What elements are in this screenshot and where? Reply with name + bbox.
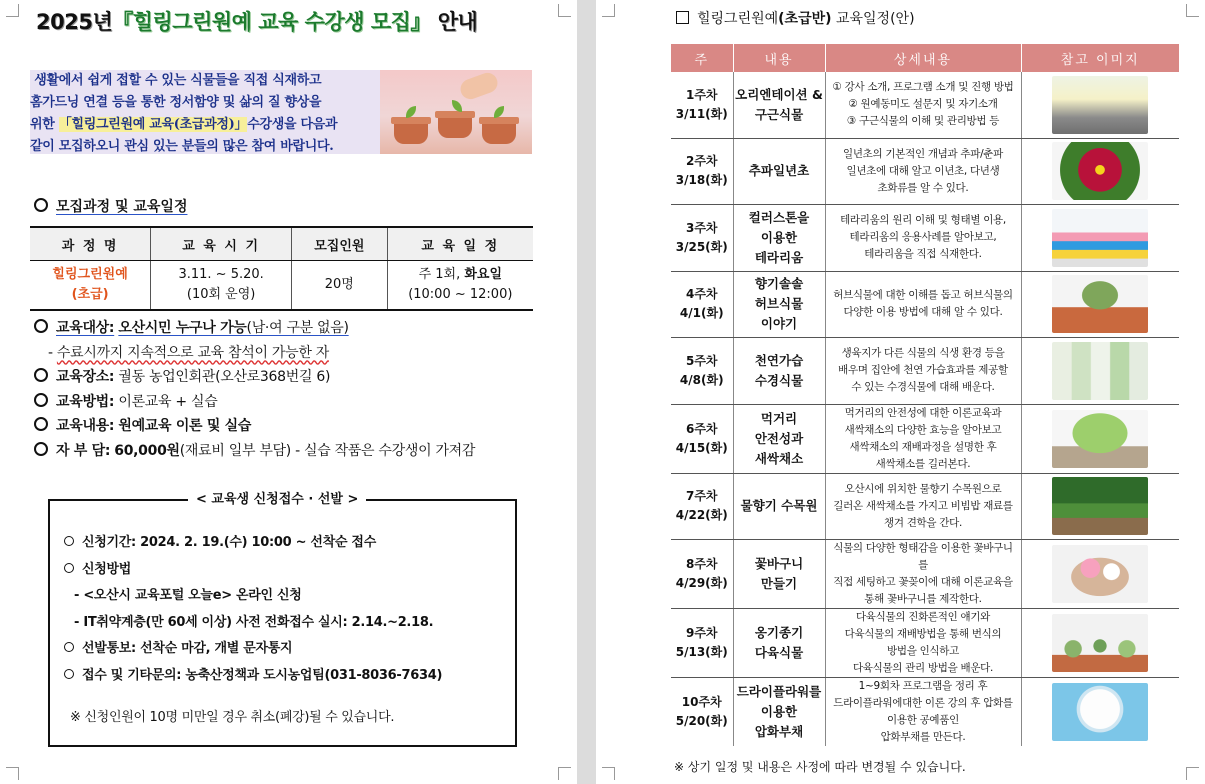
intro-line-3-pre: 위한 bbox=[30, 117, 59, 132]
content-value: 원예교육 이론 및 실습 bbox=[118, 418, 252, 434]
page-corner-mark bbox=[1186, 767, 1199, 780]
week-date: 4/29(화) bbox=[675, 576, 728, 590]
place-value: 궐동 농업인회관(오산로368번길 6) bbox=[118, 369, 331, 385]
detail-line: 테라리움의 응용사례를 알아보고, bbox=[849, 231, 997, 244]
info-fee bbox=[34, 439, 534, 464]
course-name: 힐링그린원예 bbox=[52, 267, 128, 282]
detail-line: 오산시에 위치한 물향기 수목원으로 bbox=[844, 482, 1002, 495]
title-program: 『힐링그린원예 교육 수강생 모집』 bbox=[112, 10, 431, 34]
intro-line bbox=[30, 114, 376, 136]
week-date: 4/15(화) bbox=[675, 440, 728, 455]
document-title bbox=[36, 6, 536, 36]
image-cell bbox=[1021, 473, 1179, 540]
arboretum-sign-photo bbox=[1052, 477, 1148, 535]
circle-bullet-icon bbox=[64, 536, 74, 546]
week-number: 5주차 bbox=[685, 353, 718, 368]
week-number: 9주차 bbox=[685, 626, 718, 640]
target-note: (남·여 구분 없음) bbox=[246, 320, 349, 336]
table-row bbox=[671, 404, 1179, 473]
image-cell bbox=[1021, 540, 1179, 609]
week-cell bbox=[671, 271, 733, 338]
detail-line: 일년초에 대해 알고 이년초, 다년생 bbox=[846, 164, 1000, 177]
fee-note: (재료비 일부 부담) - 실습 작품은 수강생이 가져감 bbox=[179, 442, 476, 459]
topic-cell bbox=[733, 404, 825, 473]
detail-line: 식물의 다양한 형태감을 이용한 꽃바구니를 bbox=[833, 542, 1013, 571]
apply-method bbox=[64, 557, 504, 584]
week-date: 3/11(화) bbox=[675, 106, 728, 121]
week-cell bbox=[671, 404, 733, 473]
apply-method-phone: - IT취약계층(만 60세 이상) 사전 전화접수 실시: 2.14.~2.18. bbox=[74, 614, 434, 630]
apply-period bbox=[64, 530, 504, 557]
topic-cell bbox=[733, 338, 825, 405]
intro-text bbox=[30, 70, 376, 158]
table-row bbox=[671, 473, 1179, 540]
period-dates: 3.11. ~ 5.20. bbox=[178, 267, 264, 282]
table-row bbox=[671, 540, 1179, 609]
circle-bullet-icon bbox=[34, 393, 48, 407]
week-cell bbox=[671, 338, 733, 405]
schedule-title-suffix: 교육일정(안) bbox=[831, 11, 915, 27]
fee-label: 자 부 담: bbox=[56, 442, 111, 459]
week-cell bbox=[671, 609, 733, 678]
detail-cell bbox=[825, 609, 1021, 678]
seedling-pots-photo bbox=[380, 70, 532, 154]
col-capacity: 모집인원 bbox=[292, 227, 388, 261]
table-row bbox=[671, 205, 1179, 272]
method-label: 교육방법: bbox=[56, 393, 115, 410]
detail-cell bbox=[825, 138, 1021, 205]
detail-line: 일년초의 기본적인 개념과 추파/춘파 bbox=[843, 147, 1003, 160]
course-name-cell bbox=[30, 261, 151, 311]
topic-name-line: 구근식물 bbox=[754, 106, 804, 122]
image-cell bbox=[1021, 678, 1179, 747]
detail-cell bbox=[825, 540, 1021, 609]
section-recruit-heading bbox=[34, 196, 187, 216]
detail-cell bbox=[825, 205, 1021, 272]
topic-name-line: 압화부채 bbox=[754, 724, 804, 739]
flower-basket-photo bbox=[1052, 545, 1148, 603]
schedule-weekly: 주 1회, bbox=[418, 267, 465, 282]
week-cell bbox=[671, 678, 733, 747]
page-corner-mark bbox=[6, 767, 19, 780]
detail-line: ② 원예동미도 설문지 및 자기소개 bbox=[848, 98, 998, 111]
topic-name-line: 먹거리 bbox=[760, 410, 798, 426]
page-corner-mark bbox=[602, 767, 615, 780]
image-cell bbox=[1021, 205, 1179, 272]
intro-highlight: 「힐링그린원예 교육(초급과정)」 bbox=[58, 117, 248, 132]
page-corner-mark bbox=[6, 4, 19, 17]
detail-line: 챙겨 견학을 간다. bbox=[883, 516, 962, 529]
topic-name-line: 새싹채소 bbox=[754, 450, 804, 466]
table-row bbox=[671, 338, 1179, 405]
detail-line: 새싹채소의 다양한 효능을 알아보고 bbox=[844, 423, 1002, 436]
table-row bbox=[671, 678, 1179, 747]
week-number: 3주차 bbox=[685, 220, 718, 235]
image-cell bbox=[1021, 271, 1179, 338]
detail-cell bbox=[825, 338, 1021, 405]
right-page bbox=[596, 0, 1205, 784]
circle-bullet-icon bbox=[34, 198, 48, 212]
recruit-table-header bbox=[30, 227, 533, 261]
section-recruit-label: 모집과정 및 교육일정 bbox=[56, 199, 188, 215]
apply-notice bbox=[64, 636, 504, 663]
color-stone-terrarium-photo bbox=[1052, 209, 1148, 267]
detail-cell bbox=[825, 473, 1021, 540]
schedule-title-level: (초급반) bbox=[778, 11, 832, 27]
schedule-day: 화요일 bbox=[464, 267, 503, 282]
topic-name-line: 만들기 bbox=[760, 576, 798, 591]
table-row bbox=[671, 72, 1179, 138]
detail-cell bbox=[825, 678, 1021, 747]
col-course: 과 정 명 bbox=[30, 227, 151, 261]
topic-cell bbox=[733, 72, 825, 138]
detail-line: 다육식물의 진화론적인 얘기와 bbox=[855, 611, 991, 623]
daffodil-planter-photo bbox=[1052, 76, 1148, 134]
apply-method-online: - <오산시 교육포털 오늘e> 온라인 신청 bbox=[74, 588, 302, 603]
topic-name-line: 컬러스톤을 bbox=[748, 209, 810, 225]
primula-flower-photo bbox=[1052, 142, 1148, 200]
info-list bbox=[34, 316, 534, 463]
detail-line: 드라이플라워에대한 이론 강의 후 압화를 bbox=[833, 697, 1013, 709]
schedule-table bbox=[671, 44, 1179, 746]
detail-cell bbox=[825, 271, 1021, 338]
method-value: 이론교육 + 실습 bbox=[118, 393, 218, 410]
topic-name-line: 꽃바구니 bbox=[754, 556, 804, 571]
topic-name-line: 이용한 bbox=[760, 704, 798, 719]
schedule-table-body bbox=[671, 72, 1179, 746]
intro-line-4: 같이 모집하오니 관심 있는 분들의 많은 참여 바랍니다. bbox=[30, 139, 334, 154]
detail-line: 압화부채를 만든다. bbox=[880, 731, 966, 743]
detail-line: 이용한 공예품인 bbox=[887, 714, 959, 726]
circle-bullet-icon bbox=[64, 669, 74, 679]
place-label: 교육장소: bbox=[56, 369, 115, 385]
title-year: 2025년 bbox=[36, 10, 113, 34]
topic-name-line: 허브식물 bbox=[754, 296, 804, 312]
topic-cell bbox=[733, 473, 825, 540]
detail-line: 직접 세팅하고 꽃꽂이에 대해 이론교육을 bbox=[833, 576, 1013, 588]
week-cell bbox=[671, 72, 733, 138]
week-number: 10주차 bbox=[681, 695, 722, 709]
week-cell bbox=[671, 540, 733, 609]
topic-cell bbox=[733, 271, 825, 338]
detail-line: 테라리움을 직접 식재한다. bbox=[864, 248, 982, 261]
detail-line: 다육식물의 관리 방법을 배운다. bbox=[852, 662, 994, 674]
topic-cell bbox=[733, 540, 825, 609]
course-level: (초급) bbox=[71, 287, 109, 302]
sprout-tray-photo bbox=[1052, 410, 1148, 468]
capacity-cell: 20명 bbox=[292, 261, 388, 311]
topic-cell bbox=[733, 205, 825, 272]
detail-line: 1~9회차 프로그램을 정리 후 bbox=[858, 680, 988, 692]
circle-bullet-icon bbox=[34, 368, 48, 382]
intro-line-1: 생활에서 쉽게 접할 수 있는 식물들을 직접 식재하고 bbox=[34, 73, 322, 88]
apply-contact-text: 접수 및 기타문의: 농축산정책과 도시농업팀(031-8036-7634) bbox=[82, 667, 443, 683]
col-schedule: 교 육 일 정 bbox=[387, 227, 533, 261]
detail-line: 길러온 새싹채소를 가지고 비빔밥 재료를 bbox=[833, 499, 1013, 512]
week-date: 4/8(화) bbox=[679, 372, 724, 387]
herb-pot-photo bbox=[1052, 275, 1148, 333]
apply-notice-text: 선발통보: 선착순 마감, 개별 문자통지 bbox=[82, 641, 293, 656]
week-cell bbox=[671, 205, 733, 272]
info-method bbox=[34, 390, 534, 415]
image-cell bbox=[1021, 404, 1179, 473]
succulent-pots-photo bbox=[1052, 614, 1148, 672]
week-number: 4주차 bbox=[685, 287, 718, 302]
col-period: 교 육 시 기 bbox=[151, 227, 292, 261]
schedule-table-header bbox=[671, 44, 1179, 72]
circle-bullet-icon bbox=[34, 319, 48, 333]
detail-line: 다육식물의 재배방법을 통해 번식의 bbox=[844, 628, 1002, 640]
apply-period-text: 신청기간: 2024. 2. 19.(수) 10:00 ~ 선착순 접수 bbox=[82, 535, 376, 550]
week-date: 4/22(화) bbox=[675, 508, 728, 523]
info-target-sub: - 수료시까지 지속적으로 교육 참석이 가능한 자 bbox=[48, 344, 329, 361]
week-number: 8주차 bbox=[685, 557, 718, 571]
detail-line: 테라리움의 원리 이해 및 형태별 이용, bbox=[840, 214, 1006, 227]
schedule-note: ※ 상기 일정 및 내용은 사정에 따라 변경될 수 있습니다. bbox=[674, 760, 966, 774]
circle-bullet-icon bbox=[34, 417, 48, 431]
topic-name-line: 오리엔테이션 & bbox=[735, 86, 823, 102]
intro-line bbox=[30, 70, 376, 92]
page-corner-mark bbox=[602, 4, 615, 17]
table-row bbox=[671, 609, 1179, 678]
topic-name-line: 안전성과 bbox=[754, 430, 804, 446]
topic-name-line: 옹기종기 bbox=[754, 625, 804, 640]
week-date: 5/13(화) bbox=[675, 645, 728, 659]
detail-line: 배우며 집안에 천연 가습효과를 제공할 bbox=[838, 364, 1008, 377]
schedule-time: (10:00 ~ 12:00) bbox=[408, 287, 513, 302]
detail-cell bbox=[825, 72, 1021, 138]
image-cell bbox=[1021, 72, 1179, 138]
period-sessions: (10회 운영) bbox=[186, 287, 256, 302]
detail-line: ③ 구근식물의 이해 및 관리방법 등 bbox=[846, 115, 1000, 128]
image-cell bbox=[1021, 338, 1179, 405]
page-corner-mark bbox=[1186, 4, 1199, 17]
week-date: 3/25(화) bbox=[675, 239, 728, 254]
period-cell bbox=[151, 261, 292, 311]
week-number: 1주차 bbox=[685, 87, 718, 102]
detail-line: 통해 꽃바구니를 제작한다. bbox=[864, 593, 982, 605]
apply-method-text: 신청방법 bbox=[82, 561, 132, 577]
table-row bbox=[671, 138, 1179, 205]
page-corner-mark bbox=[558, 4, 571, 17]
square-bullet-icon bbox=[676, 11, 689, 24]
apply-list bbox=[64, 530, 504, 689]
topic-name-line: 물향기 수목원 bbox=[740, 498, 818, 514]
content-label: 교육내용: bbox=[56, 418, 115, 434]
schedule-cell bbox=[387, 261, 533, 311]
week-cell bbox=[671, 473, 733, 540]
detail-line: ① 강사 소개, 프로그램 소개 및 진행 방법 bbox=[832, 81, 1014, 94]
detail-line: 생육지가 다른 식물의 식생 환경 등을 bbox=[841, 347, 1005, 360]
detail-cell bbox=[825, 404, 1021, 473]
info-content bbox=[34, 414, 534, 439]
title-tail: 안내 bbox=[437, 10, 478, 34]
topic-name-line: 수경식물 bbox=[754, 372, 804, 388]
table-row bbox=[671, 271, 1179, 338]
detail-line: 새싹채소의 재배과정을 설명한 후 bbox=[849, 440, 997, 453]
detail-line: 초화류를 알 수 있다. bbox=[877, 181, 969, 194]
topic-cell bbox=[733, 678, 825, 747]
detail-line: 먹거리의 안전성에 대한 이론교육과 bbox=[844, 406, 1002, 419]
detail-line: 방법을 인식하고 bbox=[887, 645, 959, 657]
info-place bbox=[34, 365, 534, 390]
topic-name-line: 이야기 bbox=[760, 316, 798, 332]
week-cell bbox=[671, 138, 733, 205]
detail-line: 다양한 이용 방법에 대해 알 수 있다. bbox=[843, 306, 1003, 319]
col-detail: 상세내용 bbox=[825, 44, 1021, 72]
schedule-title-program: 힐링그린원예 bbox=[697, 11, 779, 27]
apply-contact bbox=[64, 663, 504, 690]
col-content: 내용 bbox=[733, 44, 825, 72]
target-value: 오산시민 누구나 가능 bbox=[118, 320, 247, 336]
topic-name-line: 다육식물 bbox=[754, 645, 804, 660]
fee-value: 60,000원 bbox=[114, 442, 180, 459]
topic-name-line: 테라리움 bbox=[754, 249, 804, 265]
intro-line-3-post: 수강생을 다음과 bbox=[247, 117, 338, 132]
image-cell bbox=[1021, 609, 1179, 678]
page-corner-mark bbox=[558, 767, 571, 780]
detail-line: 수 있는 수경식물에 대해 배운다. bbox=[851, 381, 995, 394]
topic-name-line: 천연가습 bbox=[754, 352, 804, 368]
col-week: 주 bbox=[671, 44, 733, 72]
week-number: 2주차 bbox=[685, 154, 718, 169]
topic-name-line: 향기솔솔 bbox=[754, 276, 804, 292]
apply-legend: < 교육생 신청접수 · 선발 > bbox=[188, 488, 366, 507]
week-number: 7주차 bbox=[685, 489, 718, 504]
recruit-table bbox=[30, 226, 533, 311]
circle-bullet-icon bbox=[64, 642, 74, 652]
target-sub-text: 수료시까지 지속적으로 교육 참석이 가능한 자 bbox=[56, 344, 329, 361]
topic-name-line: 드라이플라워를 bbox=[736, 684, 822, 699]
image-cell bbox=[1021, 138, 1179, 205]
pressed-flower-fan-photo bbox=[1052, 683, 1148, 741]
week-date: 3/18(화) bbox=[675, 173, 728, 188]
week-date: 5/20(화) bbox=[675, 714, 728, 728]
detail-line: 새싹채소를 길러본다. bbox=[875, 457, 971, 470]
left-page bbox=[0, 0, 577, 784]
target-label: 교육대상: bbox=[56, 320, 115, 336]
schedule-frequency bbox=[389, 265, 532, 285]
topic-name-line: 이용한 bbox=[760, 229, 798, 245]
topic-name-line: 추파일년초 bbox=[748, 163, 810, 179]
schedule-title bbox=[676, 8, 915, 28]
week-number: 6주차 bbox=[685, 421, 718, 436]
table-row bbox=[30, 261, 533, 311]
circle-bullet-icon bbox=[34, 442, 48, 456]
intro-line-2: 홈가드닝 연결 등을 통한 정서함양 및 삶의 질 향상을 bbox=[30, 95, 322, 110]
hydroponic-plants-photo bbox=[1052, 342, 1148, 400]
circle-bullet-icon bbox=[64, 563, 74, 573]
detail-line: 허브식물에 대한 이해를 돕고 허브식물의 bbox=[833, 289, 1013, 302]
apply-note: ※ 신청인원이 10명 미만일 경우 취소(폐강)될 수 있습니다. bbox=[70, 710, 395, 725]
topic-cell bbox=[733, 609, 825, 678]
col-image: 참고 이미지 bbox=[1021, 44, 1179, 72]
info-target bbox=[34, 316, 534, 341]
topic-cell bbox=[733, 138, 825, 205]
week-date: 4/1(화) bbox=[679, 306, 724, 321]
